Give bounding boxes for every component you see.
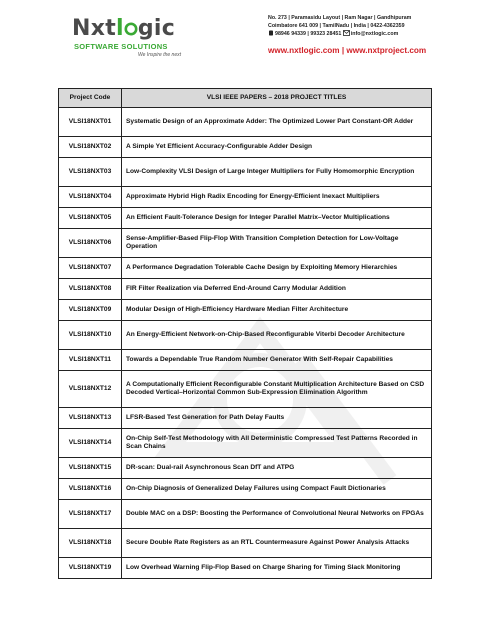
mail-icon xyxy=(343,30,350,39)
project-code-cell: VLSI18NXT16 xyxy=(59,479,122,500)
project-code-cell: VLSI18NXT02 xyxy=(59,137,122,158)
email-address[interactable]: info@nxtlogic.com xyxy=(350,31,399,37)
table-header-row xyxy=(59,89,432,108)
table-row xyxy=(59,429,432,458)
logo-wordmark: Nxtl gic xyxy=(72,16,176,41)
project-title-cell: LFSR-Based Test Generation for Path Delay Faults xyxy=(122,408,432,429)
table-row xyxy=(59,558,432,579)
project-title-cell: Towards a Dependable True Random Number Generator With Self-Repair Capabilities xyxy=(122,350,432,371)
letterhead xyxy=(60,12,450,64)
project-title-cell: On-Chip Diagnosis of Generalized Delay Failures using Compact Fault Dictionaries xyxy=(122,479,432,500)
website-links[interactable]: www.nxtlogic.com | www.nxtproject.com xyxy=(268,46,427,55)
header-project-code: Project Code xyxy=(59,89,122,108)
table-body xyxy=(59,108,432,579)
project-title-cell: DR-scan: Dual-rail Asynchronous Scan DfT and ATPG xyxy=(122,458,432,479)
project-code-cell: VLSI18NXT15 xyxy=(59,458,122,479)
address-line-1: No. 273 | Paramasidu Layout | Ram Nagar | Gandhipuram xyxy=(268,15,412,21)
project-code-cell: VLSI18NXT10 xyxy=(59,321,122,350)
project-code-cell: VLSI18NXT03 xyxy=(59,158,122,187)
project-code-cell: VLSI18NXT17 xyxy=(59,500,122,529)
table-row xyxy=(59,158,432,187)
project-title-cell: Low-Complexity VLSI Design of Large Integer Multipliers for Fully Homomorphic Encryption xyxy=(122,158,432,187)
project-code-cell: VLSI18NXT09 xyxy=(59,300,122,321)
project-code-cell: VLSI18NXT05 xyxy=(59,208,122,229)
table-row xyxy=(59,137,432,158)
project-title-cell: Double MAC on a DSP: Boosting the Performance of Convolutional Neural Networks on FPGAs xyxy=(122,500,432,529)
project-title-cell: A Computationally Efficient Reconfigurable Constant Multiplication Architecture Based on CSD Decoded Vertical–Horizontal Common Sub-Expression Elimination Algorithm xyxy=(122,371,432,408)
table-row xyxy=(59,321,432,350)
project-title-cell: On-Chip Self-Test Methodology with All Deterministic Compressed Test Patterns Recorded in Scan Chains xyxy=(122,429,432,458)
phone-email-line xyxy=(268,30,458,39)
project-code-cell: VLSI18NXT14 xyxy=(59,429,122,458)
table-row xyxy=(59,279,432,300)
table-row xyxy=(59,229,432,258)
table-row xyxy=(59,350,432,371)
table-row xyxy=(59,108,432,137)
project-code-cell: VLSI18NXT13 xyxy=(59,408,122,429)
project-title-cell: An Efficient Fault-Tolerance Design for Integer Parallel Matrix–Vector Multiplications xyxy=(122,208,432,229)
project-title-cell: Systematic Design of an Approximate Adder: The Optimized Lower Part Constant-OR Adder xyxy=(122,108,432,137)
project-title-cell: Modular Design of High-Efficiency Hardware Median Filter Architecture xyxy=(122,300,432,321)
project-code-cell: VLSI18NXT12 xyxy=(59,371,122,408)
logo-subtitle: SOFTWARE SOLUTIONS xyxy=(74,42,168,51)
project-code-cell: VLSI18NXT08 xyxy=(59,279,122,300)
project-title-cell: Approximate Hybrid High Radix Encoding for Energy-Efficient Inexact Multipliers xyxy=(122,187,432,208)
logo-o-icon xyxy=(124,16,138,41)
table-row xyxy=(59,300,432,321)
project-code-cell: VLSI18NXT06 xyxy=(59,229,122,258)
table-row xyxy=(59,208,432,229)
project-code-cell: VLSI18NXT18 xyxy=(59,529,122,558)
project-title-cell: Sense-Amplifier-Based Flip-Flop With Transition Completion Detection for Low-Voltage Operation xyxy=(122,229,432,258)
project-code-cell: VLSI18NXT04 xyxy=(59,187,122,208)
table-row xyxy=(59,458,432,479)
header-project-titles: VLSI IEEE PAPERS – 2018 PROJECT TITLES xyxy=(122,89,432,108)
table-row xyxy=(59,479,432,500)
project-title-cell: An Energy-Efficient Network-on-Chip-Based Reconfigurable Viterbi Decoder Architecture xyxy=(122,321,432,350)
company-logo xyxy=(72,12,222,64)
project-title-cell: FIR Filter Realization via Deferred End-Around Carry Modular Addition xyxy=(122,279,432,300)
project-title-cell: Secure Double Rate Registers as an RTL Countermeasure Against Power Analysis Attacks xyxy=(122,529,432,558)
project-code-cell: VLSI18NXT11 xyxy=(59,350,122,371)
logo-tagline: We Inspire the next xyxy=(138,52,181,58)
project-title-cell: A Simple Yet Efficient Accuracy-Configurable Adder Design xyxy=(122,137,432,158)
table-row xyxy=(59,408,432,429)
project-code-cell: VLSI18NXT19 xyxy=(59,558,122,579)
address-line-2: Coimbatore 641 009 | TamilNadu | India | 0422-4362359 xyxy=(268,23,405,29)
project-title-cell: A Performance Degradation Tolerable Cache Design by Exploiting Memory Hierarchies xyxy=(122,258,432,279)
project-title-cell: Low Overhead Warning Flip-Flop Based on Charge Sharing for Timing Slack Monitoring xyxy=(122,558,432,579)
table-row xyxy=(59,258,432,279)
table-row xyxy=(59,529,432,558)
project-code-cell: VLSI18NXT01 xyxy=(59,108,122,137)
project-code-cell: VLSI18NXT07 xyxy=(59,258,122,279)
project-titles-table xyxy=(58,88,432,579)
contact-block xyxy=(268,14,458,39)
phone-icon xyxy=(268,30,274,39)
table-row xyxy=(59,371,432,408)
phone-numbers: 98946 94339 | 99323 28451 xyxy=(275,31,342,37)
table-row xyxy=(59,187,432,208)
table-row xyxy=(59,500,432,529)
